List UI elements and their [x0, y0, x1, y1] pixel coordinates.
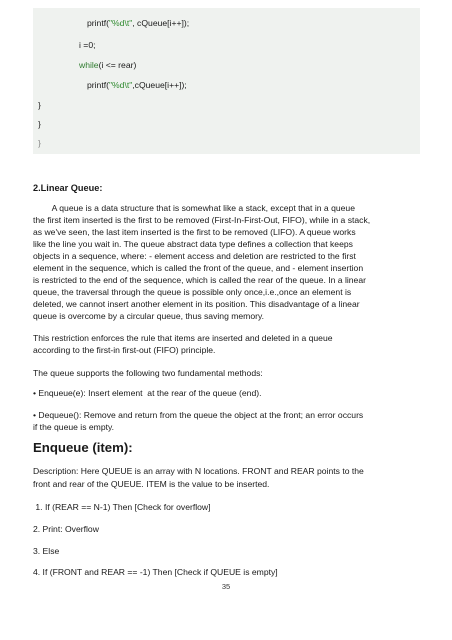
code-brace-2: }	[38, 119, 41, 129]
para-line: deleted, we cannot insert another element in its position. This disadvantage of a linear	[33, 299, 360, 309]
bullet-enqueue: • Enqueue(e): Insert element at the rear of the queue (end).	[33, 388, 262, 398]
description-line: front and rear of the QUEUE. ITEM is the value to be inserted.	[33, 479, 270, 489]
code-line-reset-index: i =0;	[79, 40, 96, 50]
algorithm-step: 3. Else	[33, 546, 60, 556]
bullet-dequeue: if the queue is empty.	[33, 422, 115, 432]
para-line: is restricted to the end of the sequence, which is called the rear of the queue. In a linear	[33, 275, 366, 285]
algorithm-step: 2. Print: Overflow	[33, 524, 99, 534]
para-line: A queue is a data structure that is somewhat like a stack, except that in a queue	[33, 203, 355, 213]
para-line: as we've seen, the last item inserted is the first to be removed (LIFO). A queue works	[33, 227, 356, 237]
code-line-printf-1: printf("%d\t", cQueue[i++]);	[87, 18, 190, 28]
algorithm-step: 4. If (FRONT and REAR == -1) Then [Check if QUEUE is empty]	[33, 567, 278, 577]
code-line-printf-2: printf("%d\t",cQueue[i++]);	[87, 80, 187, 90]
section-heading: 2.Linear Queue:	[33, 183, 103, 193]
para-line: like the line you wait in. The queue abstract data type defines a collection that keeps	[33, 239, 353, 249]
description-line: Description: Here QUEUE is an array with N locations. FRONT and REAR points to the	[33, 466, 364, 476]
algorithm-step: 1. If (REAR == N-1) Then [Check for overflow]	[33, 502, 211, 512]
para-line: according to the first-in first-out (FIFO) principle.	[33, 345, 216, 355]
para-line: queue, the traversal through the queue is possible only once,i.e.,once an element is	[33, 287, 352, 297]
code-line-while: while(i <= rear)	[79, 60, 137, 70]
code-brace-1: }	[38, 100, 41, 110]
page-number: 35	[221, 582, 231, 591]
para-line: This restriction enforces the rule that items are inserted and deleted in a queue	[33, 333, 333, 343]
code-brace-3: }	[38, 138, 41, 148]
para-line: the first item inserted is the first to be removed (First-In-First-Out, FIFO), while in a stack,	[33, 215, 371, 225]
para-line: element in the sequence, which is called the front of the queue, and - element insertion	[33, 263, 364, 273]
para-line: The queue supports the following two fundamental methods:	[33, 368, 263, 378]
para-line: objects in a sequence, where: - element access and deletion are restricted to the first	[33, 251, 356, 261]
para-line: queue is overcome by a circular queue, thus saving memory.	[33, 311, 265, 321]
bullet-dequeue: • Dequeue(): Remove and return from the queue the object at the front; an error occurs	[33, 410, 364, 420]
enqueue-heading: Enqueue (item):	[33, 440, 133, 455]
